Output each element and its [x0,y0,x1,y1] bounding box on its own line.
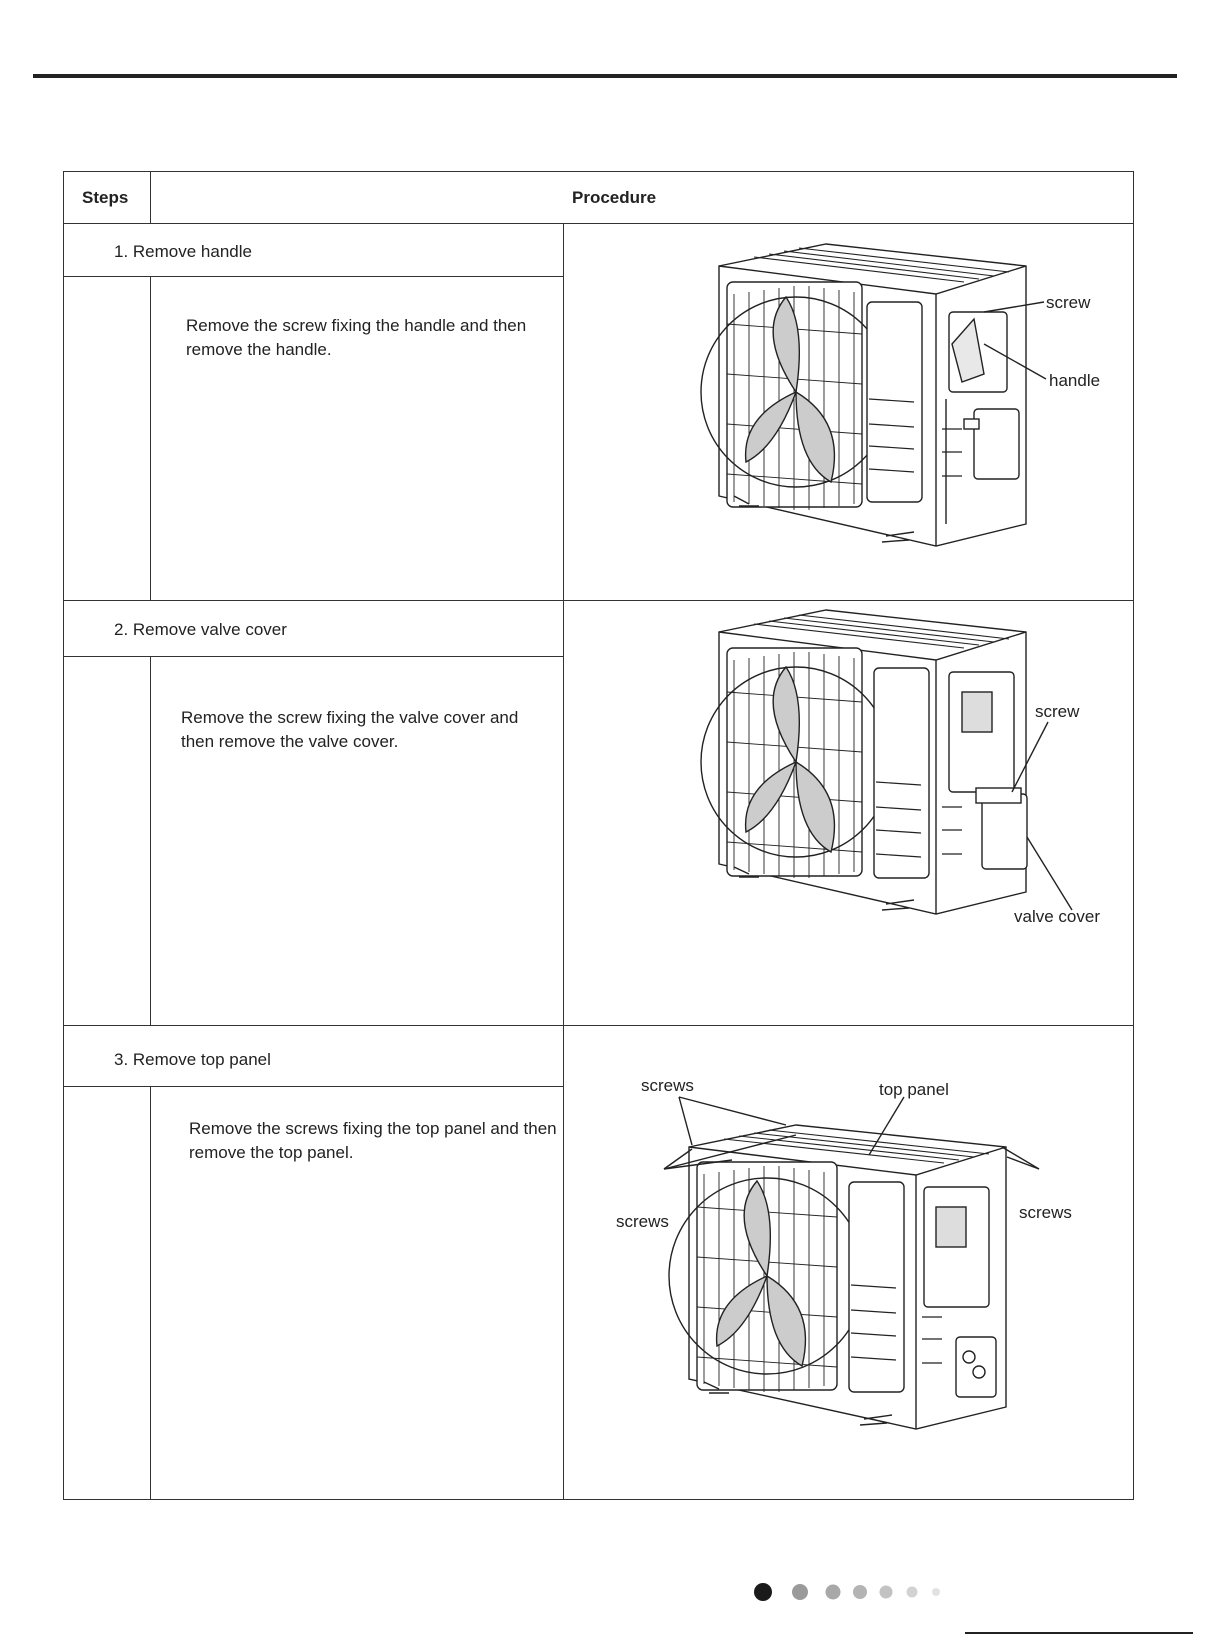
figure-3-callout-screws-right: screws [1019,1203,1072,1222]
step-2-title: 2. Remove valve cover [114,620,287,639]
figure-1-callout-screw: screw [1046,293,1091,312]
steps-header: Steps [82,188,129,207]
page-indicator [753,1580,953,1604]
figure-2-callout-screw: screw [1035,702,1080,721]
figure-3-callout-top-panel: top panel [879,1080,949,1099]
figure-remove-valve-cover [564,602,1132,1024]
step-1-title: 1. Remove handle [114,242,252,261]
page-dot-4 [853,1585,867,1599]
bottom-rule [965,1632,1193,1634]
page-dot-5 [880,1586,893,1599]
figure-remove-top-panel [564,1027,1132,1497]
procedure-header: Procedure [572,188,657,207]
page-dot-2 [792,1584,808,1600]
figure-3-callout-screws-left: screws [616,1212,669,1231]
figure-1-callout-handle: handle [1049,371,1101,390]
figure-remove-handle [564,224,1132,599]
step-1-text: Remove the screw fixing the handle and then remove the handle. [186,316,527,359]
page-dot-1 [754,1583,772,1601]
step-3-title: 3. Remove top panel [114,1050,271,1069]
page-dot-7 [932,1588,940,1596]
top-rule [33,74,1177,78]
step-3-text: Remove the screws fixing the top panel and then remove the top panel. [189,1119,557,1162]
step-2-text: Remove the screw fixing the valve cover and then remove the valve cover. [181,708,519,751]
page-dot-3 [826,1585,841,1600]
figure-2-callout-valve-cover: valve cover [1014,907,1100,926]
page-dot-6 [907,1587,918,1598]
figure-3-callout-screws-top: screws [641,1076,694,1095]
procedure-table [63,171,1134,1500]
